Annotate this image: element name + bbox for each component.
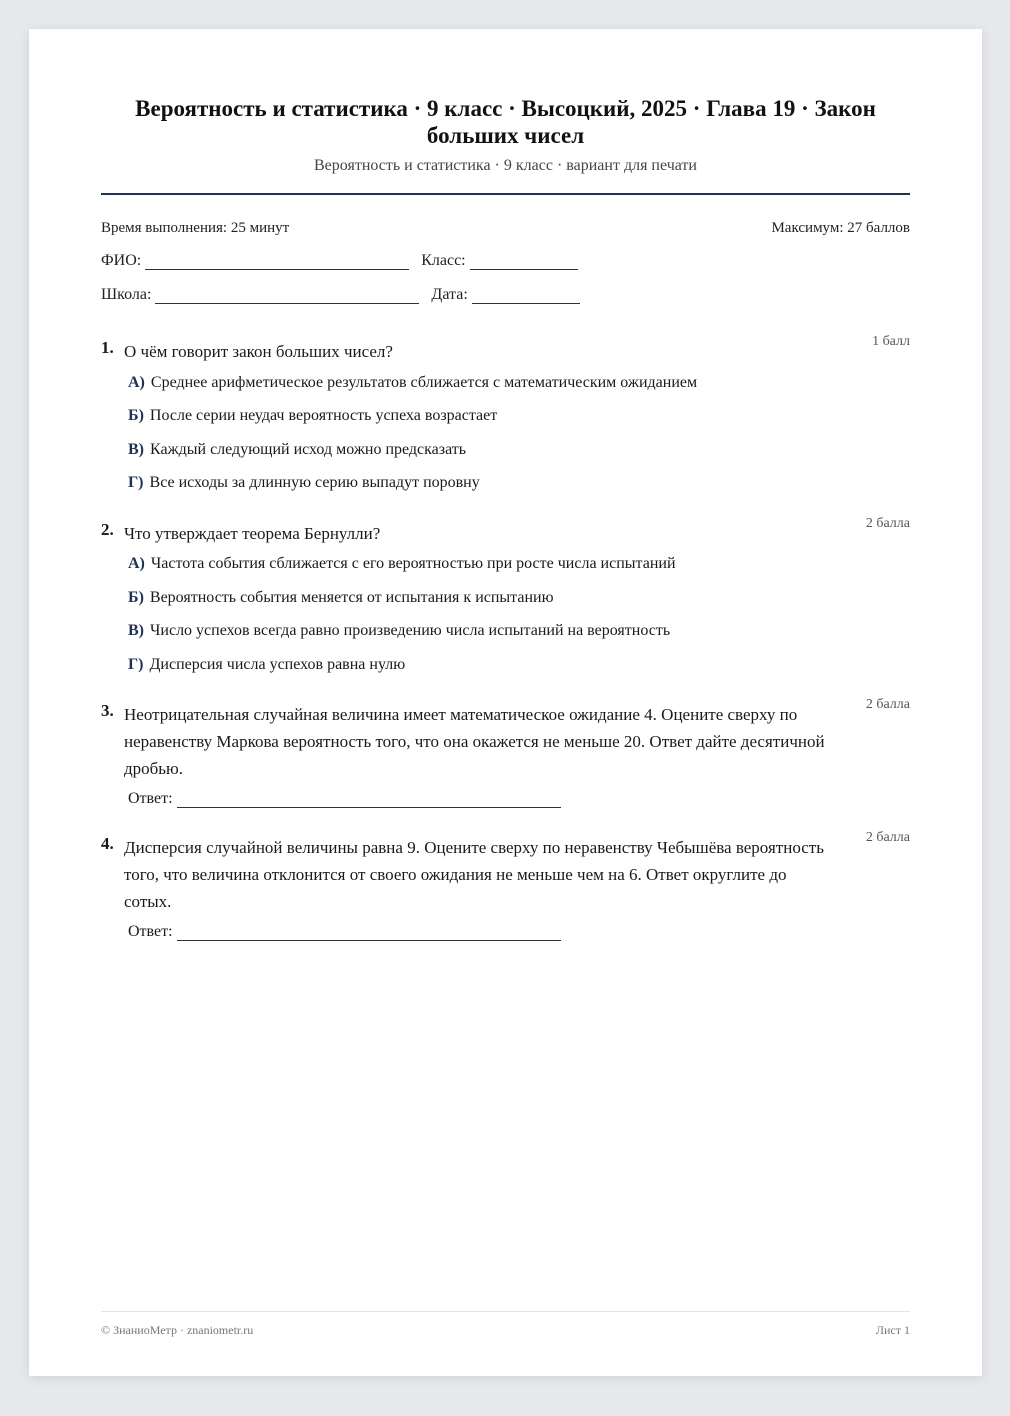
option-text: Вероятность события меняется от испытания к испытанию [149, 589, 554, 606]
date-label: Дата: [431, 286, 468, 303]
option-a[interactable] [128, 374, 697, 392]
question-text: Дисперсия случайной величины равна 9. Оцените сверху по неравенству Чебышёва вероятность того, что величина отклонится от своего ожидания не меньше чем на 6. Ответ округлите до сотых. [124, 838, 824, 911]
fio-field[interactable] [145, 255, 409, 270]
option-text: Все исходы за длинную серию выпадут поровну [149, 474, 480, 491]
footer-copyright: © ЗнаниоМетр · znaniometr.ru [101, 1323, 254, 1337]
student-fields-row-2 [101, 286, 580, 304]
question-number: 2. [101, 520, 114, 539]
option-letter: Б) [128, 407, 144, 424]
fio-label: ФИО: [101, 252, 142, 269]
answer-field[interactable] [177, 926, 561, 941]
answer-label: Ответ: [128, 923, 173, 940]
option-text: Число успехов всегда равно произведению числа испытаний на вероятность [150, 622, 671, 639]
option-a[interactable] [128, 555, 676, 573]
answer-field[interactable] [177, 793, 561, 808]
class-field[interactable] [470, 255, 578, 270]
option-text: Дисперсия числа успехов равна нулю [149, 656, 406, 673]
question-points: 2 балла [865, 697, 910, 712]
date-field[interactable] [472, 289, 580, 304]
option-letter: В) [128, 622, 144, 639]
option-b[interactable] [128, 589, 554, 607]
answer-row [128, 923, 561, 941]
question-number: 1. [101, 338, 114, 357]
answer-row [128, 790, 561, 808]
school-label: Школа: [101, 286, 152, 303]
option-letter: Б) [128, 589, 144, 606]
option-letter: Г) [128, 656, 144, 673]
option-v[interactable] [128, 441, 466, 459]
page-title: Вероятность и статистика · 9 класс · Высоцкий, 2025 · Глава 19 · Закон больших чисел [135, 96, 876, 148]
option-letter: А) [128, 374, 145, 391]
option-text: Каждый следующий исход можно предсказать [150, 441, 467, 458]
option-text: Частота события сближается с его вероятностью при росте числа испытаний [150, 555, 676, 572]
footer-divider [101, 1311, 910, 1312]
worksheet-page [29, 29, 982, 1376]
question-number: 3. [101, 701, 114, 720]
question-text: Неотрицательная случайная величина имеет математическое ожидание 4. Оцените сверху по неравенству Маркова вероятность того, что она окажется не меньше 20. Ответ дайте десятичной дробью. [124, 705, 825, 778]
option-text: Среднее арифметическое результатов сближается с математическим ожиданием [150, 374, 698, 391]
option-letter: В) [128, 441, 144, 458]
question-points: 1 балл [872, 334, 910, 349]
page-content [101, 29, 910, 1376]
option-b[interactable] [128, 407, 497, 425]
option-letter: Г) [128, 474, 144, 491]
question-points: 2 балла [865, 516, 910, 531]
school-field[interactable] [155, 289, 419, 304]
option-g[interactable] [128, 656, 405, 674]
max-score: Максимум: 27 баллов [771, 220, 910, 236]
question-text: О чём говорит закон больших чисел? [124, 342, 393, 361]
answer-label: Ответ: [128, 790, 173, 807]
question-text: Что утверждает теорема Бернулли? [124, 524, 381, 543]
page-subtitle: Вероятность и статистика · 9 класс · вариант для печати [314, 157, 697, 174]
student-fields-row-1 [101, 252, 578, 270]
question-number: 4. [101, 834, 114, 853]
question-points: 2 балла [865, 830, 910, 845]
option-v[interactable] [128, 622, 670, 640]
option-g[interactable] [128, 474, 480, 492]
option-letter: А) [128, 555, 145, 572]
option-text: После серии неудач вероятность успеха возрастает [149, 407, 498, 424]
header-divider [101, 193, 910, 195]
footer-page-number: Лист 1 [875, 1323, 910, 1337]
class-label: Класс: [421, 252, 466, 269]
time-limit: Время выполнения: 25 минут [101, 220, 290, 236]
